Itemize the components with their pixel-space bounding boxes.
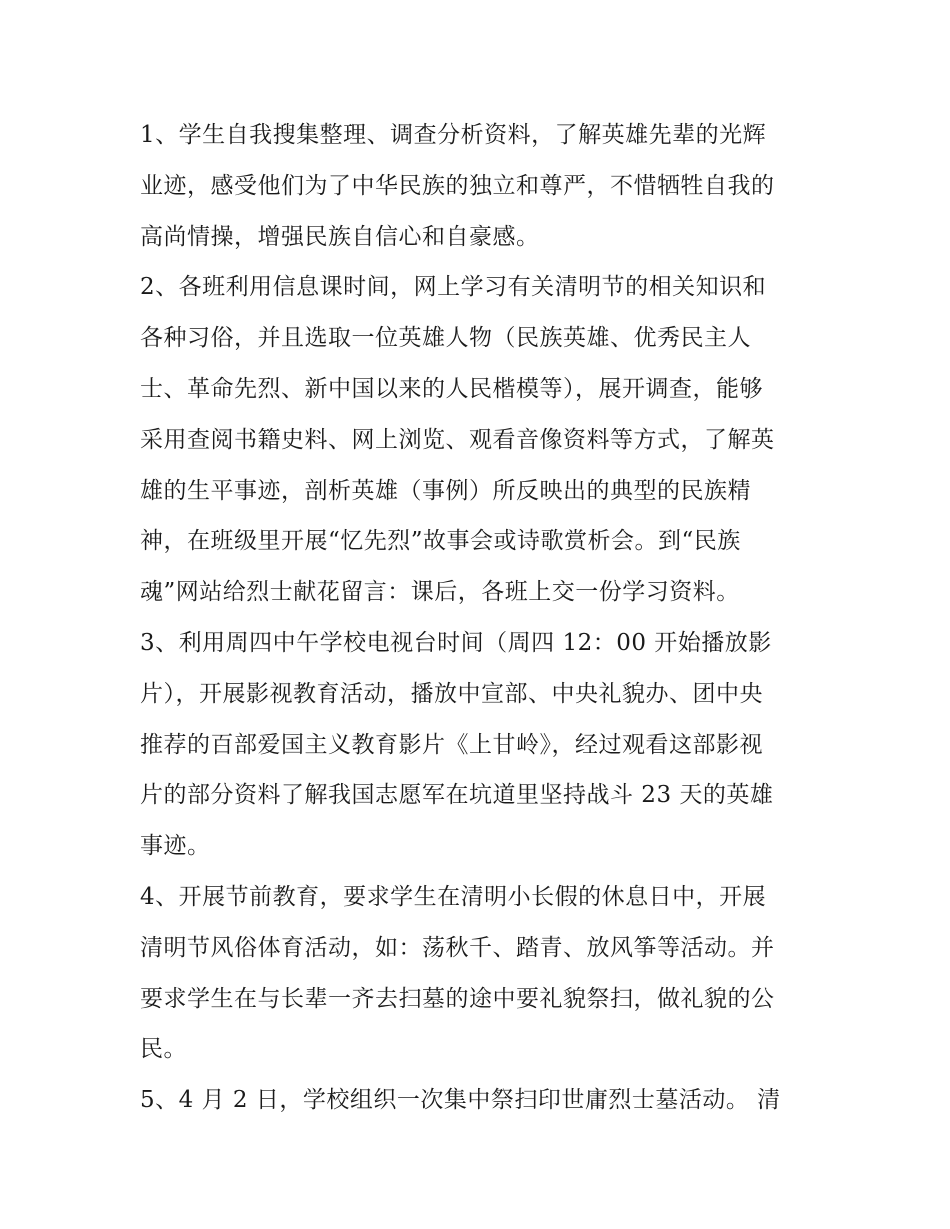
text-line: 神，在班级里开展“忆先烈”故事会或诗歌赏析会。到“民族 [140, 528, 741, 555]
text-line: 业迹，感受他们为了中华民族的独立和尊严，不惜牺牲自我的 [140, 172, 775, 199]
text-line: 魂”网站给烈士献花留言：课后，各班上交一份学习资料。 [140, 579, 740, 606]
text-line: 5、4 月 2 日，学校组织一次集中祭扫印世庸烈士墓活动。 清 [140, 1087, 781, 1114]
text-line: 雄的生平事迹，剖析英雄（事例）所反映出的典型的民族精 [140, 477, 751, 504]
text-line: 推荐的百部爱国主义教育影片《上甘岭》，经过观看这部影视 [140, 731, 763, 758]
text-line: 4、开展节前教育，要求学生在清明小长假的休息日中，开展 [140, 883, 767, 910]
text-line: 士、革命先烈、新中国以来的人民楷模等），展开调查，能够 [140, 375, 763, 402]
text-line: 1、学生自我搜集整理、调查分析资料，了解英雄先辈的光辉 [140, 122, 767, 148]
text-line: 清明节风俗体育活动，如：荡秋千、踏青、放风筝等活动。并 [140, 934, 775, 961]
text-line: 事迹。 [140, 833, 211, 860]
document-body [140, 110, 820, 1126]
text-line: 3、利用周四中午学校电视台时间（周四 12：00 开始播放影 [140, 629, 772, 656]
text-line: 采用查阅书籍史料、网上浏览、观看音像资料等方式，了解英 [140, 426, 775, 453]
text-line: 各种习俗，并且选取一位英雄人物（民族英雄、优秀民主人 [140, 325, 751, 352]
text-line: 民。 [140, 1036, 187, 1063]
text-line: 片），开展影视教育活动，播放中宣部、中央礼貌办、团中央 [140, 680, 763, 707]
text-line: 要求学生在与长辈一齐去扫墓的途中要礼貌祭扫，做礼貌的公 [140, 985, 775, 1012]
text-line: 高尚情操，增强民族自信心和自豪感。 [140, 223, 540, 250]
text-line: 片的部分资料了解我国志愿军在坑道里坚持战斗 23 天的英雄 [140, 782, 774, 809]
text-line: 2、各班利用信息课时间，网上学习有关清明节的相关知识和 [140, 274, 767, 301]
